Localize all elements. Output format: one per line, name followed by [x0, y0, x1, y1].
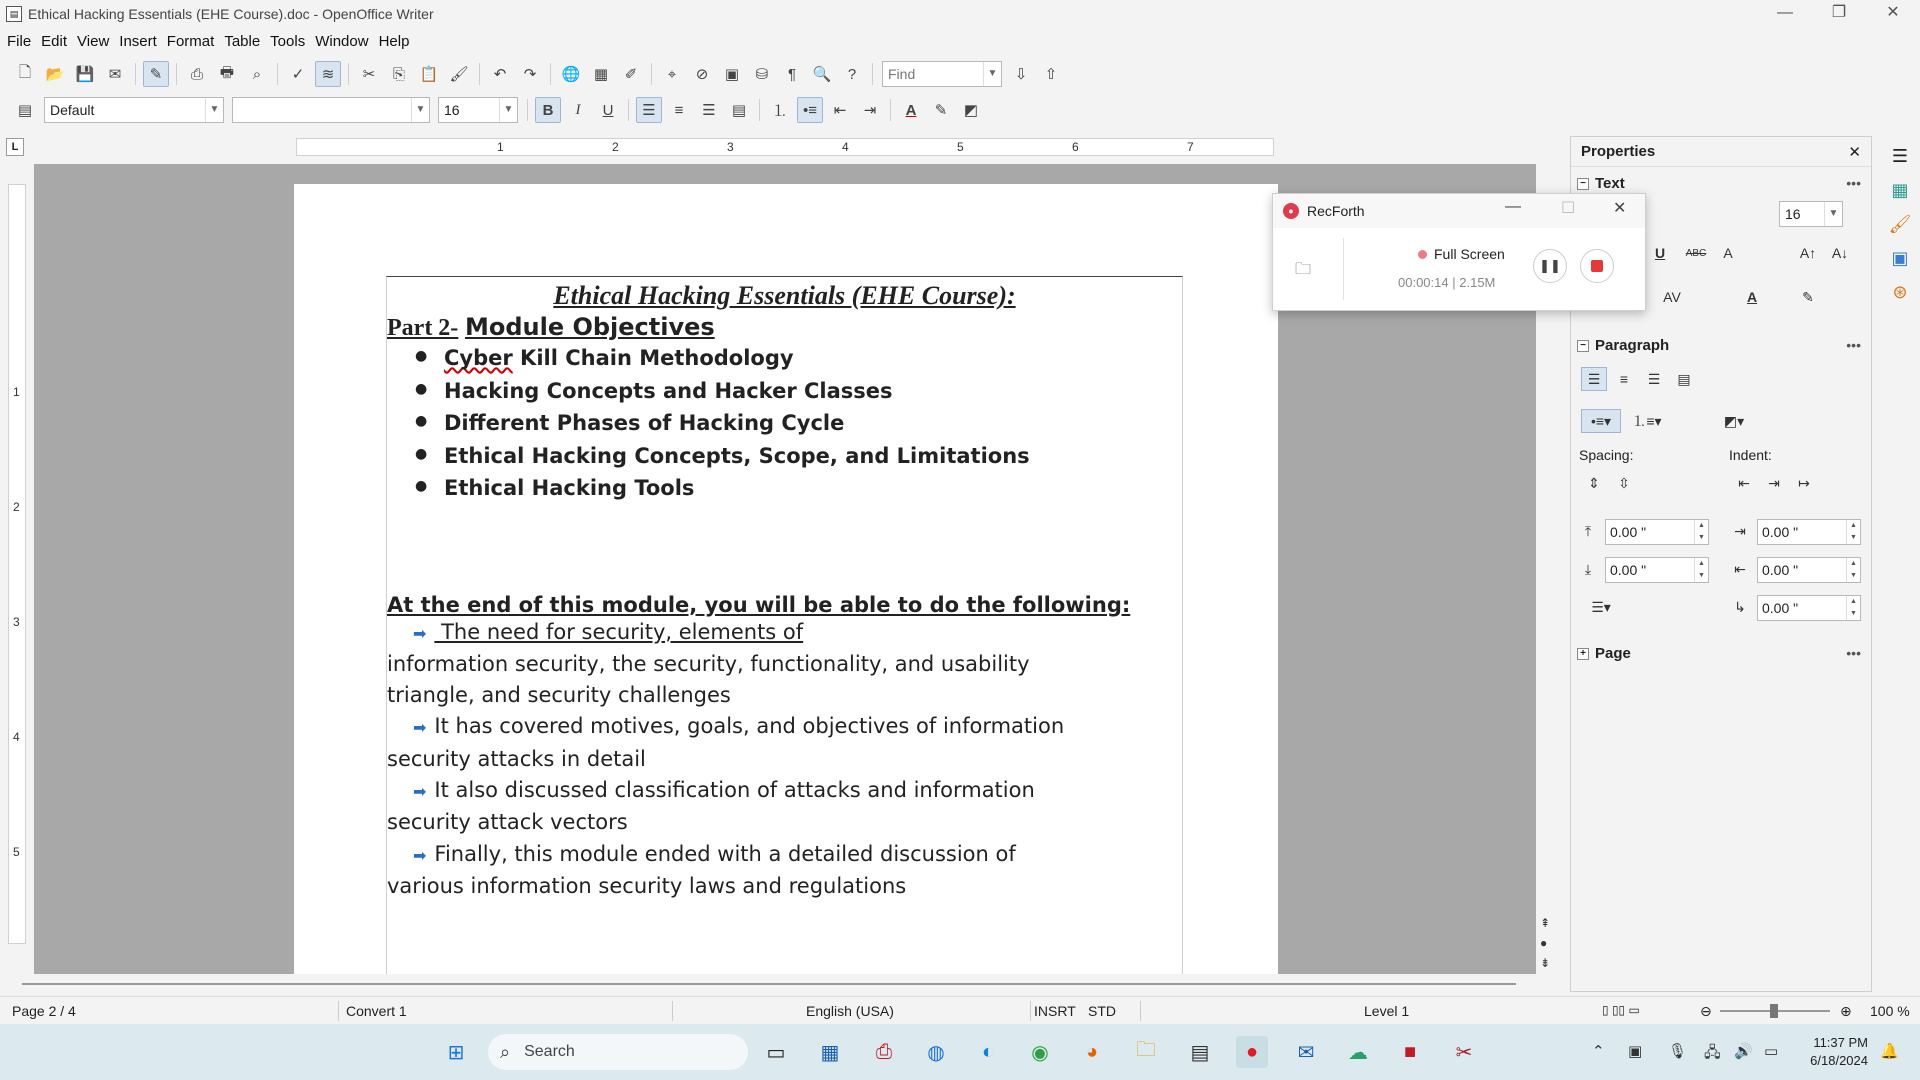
undo-icon[interactable]: ↶ — [493, 66, 507, 83]
sidebar-align-left-icon[interactable]: ☰ — [1581, 367, 1607, 391]
selection-mode-indicator[interactable]: STD — [1088, 1003, 1116, 1019]
horizontal-ruler[interactable] — [296, 138, 1274, 156]
ruler-number: 3 — [13, 615, 20, 629]
stop-button[interactable] — [1580, 249, 1614, 283]
open-icon[interactable]: 📂 — [45, 66, 65, 83]
paragraph-style-combo[interactable] — [44, 97, 224, 123]
indent-after-field[interactable] — [1757, 557, 1861, 583]
outcome-text: triangle, and security challenges — [387, 683, 731, 708]
sidebar-title: Properties — [1581, 143, 1656, 160]
file-explorer-icon[interactable]: 🗀 — [1136, 1039, 1156, 1061]
after-indent-icon: ⇤ — [1734, 560, 1746, 577]
edge-icon[interactable]: ◐ — [981, 1040, 995, 1063]
gallery-deck-icon[interactable]: ▣ — [1891, 247, 1909, 268]
chevron-up-icon[interactable]: ⌃ — [1592, 1043, 1605, 1060]
insert-mode-indicator[interactable]: INSRT — [1034, 1003, 1076, 1019]
maximize-button[interactable]: ❐ — [1831, 4, 1847, 21]
spinner-icon[interactable]: ▲ ▼ — [1694, 520, 1708, 544]
font-name-combo[interactable] — [232, 97, 430, 123]
chevron-down-icon[interactable]: ▼ — [411, 98, 429, 122]
align-center-icon[interactable]: ≡ — [674, 101, 684, 119]
previous-page-icon[interactable]: ⇞ — [1540, 916, 1551, 930]
sidebar-menu-icon[interactable]: ☰ — [1891, 145, 1909, 166]
recorder-close-icon[interactable]: ✕ — [1613, 200, 1627, 217]
search-icon: ⌕ — [500, 1041, 511, 1062]
text-section-title[interactable] — [1577, 175, 1625, 192]
part-title: Module Objectives — [464, 313, 715, 341]
export-pdf-icon[interactable]: ⎙ — [190, 65, 203, 83]
recforth-window — [1272, 193, 1646, 311]
outcome-paragraph[interactable] — [387, 711, 1182, 775]
misspelled-word[interactable]: Cyber — [444, 346, 513, 370]
volume-icon[interactable]: 🔊 — [1734, 1043, 1753, 1060]
find-previous-icon[interactable]: ⇧ — [1044, 66, 1058, 83]
italic-button[interactable]: I — [575, 101, 581, 118]
first-line-indent-field[interactable] — [1757, 595, 1861, 621]
sidebar-highlight-icon[interactable]: ✎ — [1802, 288, 1814, 305]
text-section-label: Text — [1595, 175, 1625, 192]
paste-icon[interactable]: 📋 — [419, 66, 439, 83]
redo-icon[interactable]: ↷ — [523, 66, 537, 83]
outcome-paragraph[interactable] — [387, 839, 1182, 903]
find-next-icon[interactable]: ⇩ — [1014, 66, 1028, 83]
list-item[interactable]: ● Ethical Hacking Tools — [387, 476, 1182, 509]
recorder-maximize-icon[interactable]: ☐ — [1561, 200, 1576, 217]
sidebar-align-center-icon[interactable]: ≡ — [1619, 371, 1629, 387]
spacing-above-field[interactable] — [1605, 519, 1709, 545]
sidebar-deck — [1880, 136, 1920, 992]
recording-size: 2.15M — [1459, 275, 1496, 290]
edit-mode-icon[interactable]: ✎ — [143, 61, 169, 87]
window-title: Ethical Hacking Essentials (EHE Course).doc - OpenOffice Writer — [28, 6, 434, 22]
microphone-icon[interactable]: 🎙 — [1668, 1043, 1688, 1060]
increase-spacing-icon[interactable]: ⇕ — [1588, 474, 1600, 491]
navigator-deck-icon[interactable]: ⊛ — [1892, 281, 1908, 302]
sidebar-font-size-combo[interactable] — [1779, 201, 1843, 227]
spacing-below-value: 0.00 " — [1610, 562, 1647, 578]
text-frame[interactable] — [386, 276, 1183, 974]
help-icon[interactable]: ? — [847, 65, 857, 83]
app-icon[interactable]: ◍ — [927, 1041, 945, 1064]
menu-view[interactable]: View — [77, 32, 110, 50]
indent-before-field[interactable] — [1757, 519, 1861, 545]
ruler-number: 7 — [1187, 140, 1194, 154]
arrow-bullet-icon: ➡ — [413, 718, 427, 738]
save-icon[interactable]: 💾 — [75, 66, 95, 83]
email-icon[interactable]: ✉ — [108, 66, 122, 83]
battery-icon[interactable]: ▭ — [1764, 1043, 1779, 1060]
zoom-in-icon[interactable]: ⊕ — [1840, 1003, 1852, 1019]
outline-level-indicator: Level 1 — [1364, 1003, 1410, 1019]
chrome-icon[interactable]: ◉ — [1031, 1041, 1049, 1064]
zoom-level[interactable]: 100 % — [1870, 1003, 1910, 1019]
chat-icon[interactable]: ☁ — [1348, 1041, 1368, 1064]
sidebar-justify-icon[interactable]: ▤ — [1677, 370, 1691, 387]
document-page[interactable] — [294, 184, 1278, 974]
bold-button[interactable]: B — [535, 97, 561, 123]
font-size-combo[interactable] — [438, 97, 518, 123]
paragraph-style-value: Default — [50, 102, 95, 118]
underline-button[interactable]: U — [602, 101, 614, 119]
ruler-number: 2 — [13, 500, 20, 514]
more-options-icon[interactable]: ••• — [1846, 337, 1861, 353]
expand-icon[interactable]: + — [1577, 648, 1589, 660]
list-item[interactable]: ● Ethical Hacking Concepts, Scope, and Limitations — [387, 444, 1182, 477]
more-options-icon[interactable]: ••• — [1846, 175, 1861, 191]
collapse-icon[interactable]: − — [1577, 340, 1589, 352]
ruler-number: 4 — [842, 140, 849, 154]
increase-font-icon[interactable]: A↑ — [1799, 245, 1817, 261]
styles-formatting-icon[interactable]: ▤ — [17, 102, 33, 119]
sidebar-decrease-indent-icon[interactable]: ⇤ — [1738, 474, 1750, 491]
outcome-text: It also discussed classification of attacks and information — [434, 777, 1035, 802]
bullets-icon[interactable]: •≡ — [797, 97, 823, 123]
clock-time: 11:37 PM — [1813, 1035, 1868, 1050]
title-bar — [0, 0, 1920, 28]
ruler-number: 6 — [1072, 140, 1079, 154]
taskbar — [0, 1024, 1920, 1080]
autospellcheck-icon[interactable]: ≋ — [315, 61, 341, 87]
ruler-number: 4 — [13, 730, 20, 744]
outcome-text: The need for security, elements of — [434, 619, 804, 644]
menu-insert[interactable]: Insert — [119, 32, 157, 50]
zoom-out-icon[interactable]: ⊖ — [1700, 1003, 1712, 1019]
recording-elapsed: 00:00:14 — [1398, 275, 1449, 290]
formatting-toolbar — [0, 92, 1920, 128]
before-indent-icon: ⇥ — [1734, 522, 1746, 539]
part-heading[interactable] — [387, 313, 1182, 342]
part-prefix: Part 2- — [387, 315, 459, 341]
minimize-button[interactable]: — — [1777, 4, 1793, 21]
recforth-titlebar — [1273, 194, 1645, 228]
menu-file[interactable]: File — [7, 32, 32, 50]
document-heading[interactable]: Ethical Hacking Essentials (EHE Course): — [553, 281, 1016, 310]
menu-edit[interactable]: Edit — [41, 32, 68, 50]
sidebar-align-right-icon[interactable]: ☰ — [1647, 370, 1661, 387]
character-spacing-icon[interactable]: AV — [1663, 289, 1681, 305]
outcome-text: various information security laws and regulations — [387, 873, 907, 898]
office-icon[interactable]: ■ — [1403, 1040, 1417, 1063]
arrow-bullet-icon: ➡ — [413, 781, 427, 801]
cut-icon[interactable]: ✂ — [362, 66, 376, 83]
horizontal-ruler-row — [0, 136, 1536, 158]
pause-button[interactable]: ❚❚ — [1533, 249, 1567, 283]
highlight-icon[interactable]: ✎ — [934, 102, 948, 119]
menu-format[interactable]: Format — [166, 32, 215, 50]
paragraph-section-title[interactable] — [1577, 337, 1669, 354]
justify-icon[interactable]: ▤ — [731, 102, 747, 119]
objectives-list — [387, 346, 1182, 509]
sidebar-font-color-icon[interactable]: A — [1746, 289, 1758, 305]
scroll-track[interactable] — [22, 983, 1516, 985]
list-item[interactable]: ● Hacking Concepts and Hacker Classes — [387, 379, 1182, 412]
zoom-slider-thumb[interactable] — [1770, 1004, 1778, 1018]
taskbar-clock[interactable] — [1810, 1034, 1868, 1070]
increase-indent-icon[interactable]: ⇥ — [863, 102, 877, 119]
find-placeholder: Find — [888, 66, 916, 82]
close-button[interactable]: ✕ — [1886, 4, 1900, 21]
first-line-indent-icon: ↳ — [1734, 598, 1746, 615]
spinner-icon[interactable]: ▲ ▼ — [1694, 558, 1708, 582]
snipping-tool-icon[interactable]: ✂ — [1455, 1041, 1473, 1064]
paragraph-background-icon[interactable]: ◩▾ — [1723, 412, 1745, 429]
page-style-indicator[interactable]: Convert 1 — [346, 1003, 407, 1019]
chevron-down-icon[interactable]: ▼ — [1824, 202, 1842, 226]
task-view-icon[interactable]: ▭ — [766, 1041, 786, 1064]
line-spacing-icon[interactable]: ☰▾ — [1591, 598, 1611, 615]
page-indicator[interactable]: Page 2 / 4 — [12, 1003, 76, 1019]
ruler-number: 5 — [957, 140, 964, 154]
page-section-label: Page — [1595, 645, 1631, 662]
navigation-icon[interactable]: ● — [1540, 936, 1548, 950]
clock-date: 6/18/2024 — [1810, 1053, 1868, 1068]
search-placeholder: Search — [524, 1043, 575, 1060]
stop-icon — [1591, 260, 1603, 272]
page-section-title[interactable] — [1577, 645, 1631, 662]
shadow-button[interactable]: A — [1723, 245, 1733, 261]
outcome-heading[interactable]: At the end of this module, you will be able to do the following: — [387, 592, 1131, 617]
indent-label: Indent: — [1729, 447, 1772, 463]
outcome-paragraph[interactable] — [387, 617, 1182, 712]
menu-tools[interactable]: Tools — [270, 32, 306, 50]
draw-functions-icon[interactable]: ✐ — [624, 66, 638, 83]
recording-mode — [1418, 246, 1505, 262]
notification-bell-icon[interactable]: 🔔 — [1880, 1043, 1899, 1060]
next-page-icon[interactable]: ⇟ — [1540, 956, 1551, 970]
outcome-text: information security, the security, functionality, and usability — [387, 651, 1030, 676]
font-size-value: 16 — [444, 102, 460, 118]
chevron-down-icon[interactable]: ▼ — [205, 98, 223, 122]
first-line-indent-value: 0.00 " — [1762, 600, 1799, 616]
language-indicator[interactable]: English (USA) — [806, 1003, 894, 1019]
sidebar-increase-indent-icon[interactable]: ⇥ — [1768, 474, 1780, 491]
data-sources-icon[interactable]: ⛁ — [755, 66, 769, 83]
chevron-down-icon[interactable]: ▼ — [983, 62, 1001, 86]
acrobat-icon[interactable]: ⎙ — [876, 1040, 892, 1063]
view-layout-icons[interactable]: ▯ ▯▯ ▭ — [1602, 1003, 1640, 1017]
calendar-icon[interactable]: ▤ — [1190, 1041, 1210, 1064]
list-item[interactable] — [387, 346, 1182, 379]
recording-indicator-icon — [1418, 250, 1427, 259]
below-spacing-icon: ⤓ — [1584, 560, 1592, 577]
outcome-text: security attack vectors — [387, 810, 628, 835]
list-item[interactable]: ● Different Phases of Hacking Cycle — [387, 411, 1182, 444]
numbering-icon[interactable]: ⒈ — [772, 102, 788, 120]
align-left-icon[interactable]: ☰ — [636, 97, 662, 123]
ruler-number: 1 — [13, 385, 20, 399]
spacing-below-field[interactable] — [1605, 557, 1709, 583]
sidebar-underline-button[interactable]: U — [1654, 245, 1666, 261]
objective-text: Kill Chain Methodology — [520, 346, 794, 370]
collapse-icon[interactable]: − — [1577, 178, 1589, 190]
above-spacing-icon: ⤒ — [1584, 522, 1592, 539]
arrow-bullet-icon: ➡ — [413, 623, 427, 643]
menu-help[interactable]: Help — [378, 32, 410, 50]
formatting-marks-icon[interactable]: ¶ — [787, 65, 797, 83]
open-folder-icon[interactable]: 🗀 — [1295, 261, 1312, 278]
paragraph-section-label: Paragraph — [1595, 337, 1670, 354]
outcome-paragraph[interactable] — [387, 775, 1182, 839]
writer-app-icon: ▤ — [6, 6, 22, 22]
status-bar — [0, 996, 1920, 1024]
table-icon[interactable]: ▦ — [593, 66, 609, 83]
new-document-icon[interactable]: 🗋 — [18, 63, 32, 81]
recforth-logo-icon: ● — [1283, 203, 1299, 219]
background-color-icon[interactable]: ◩ — [963, 102, 979, 119]
decrease-spacing-icon[interactable]: ⇳ — [1618, 474, 1630, 491]
styles-deck-icon[interactable]: 🖌 — [1888, 213, 1912, 234]
sidebar-bullets-icon[interactable]: •≡▾ — [1581, 409, 1621, 433]
recforth-title: RecForth — [1307, 203, 1365, 219]
sidebar-numbering-icon[interactable]: ⒈≡▾ — [1632, 413, 1662, 429]
sidebar-font-size-value: 16 — [1785, 206, 1801, 222]
vertical-ruler[interactable] — [8, 184, 26, 944]
chevron-down-icon[interactable]: ▼ — [499, 98, 517, 122]
print-icon[interactable]: 🖶 — [219, 63, 235, 81]
start-icon[interactable]: ⊞ — [447, 1041, 465, 1064]
menu-table[interactable]: Table — [224, 32, 261, 50]
spacing-label: Spacing: — [1579, 447, 1634, 463]
recforth-taskbar-icon[interactable]: ● — [1236, 1036, 1268, 1068]
menu-bar — [0, 28, 1920, 54]
tab-stop-selector[interactable]: L — [6, 138, 24, 156]
standard-toolbar — [0, 56, 1920, 92]
ruler-number: 3 — [727, 140, 734, 154]
page-preview-icon[interactable]: ⌕ — [252, 65, 262, 83]
align-right-icon[interactable]: ☰ — [702, 102, 716, 119]
clone-format-icon[interactable]: 🖌 — [449, 66, 469, 83]
indent-before-value: 0.00 " — [1762, 524, 1799, 540]
taskbar-search[interactable] — [488, 1034, 748, 1070]
horizontal-scrollbar[interactable] — [0, 974, 1556, 994]
firefox-icon[interactable]: ◕ — [1085, 1040, 1099, 1063]
gallery-icon[interactable]: ▣ — [724, 66, 740, 83]
outlook-icon[interactable]: ✉ — [1297, 1041, 1315, 1064]
properties-deck-icon[interactable]: ▦ — [1891, 179, 1909, 200]
spinner-icon[interactable]: ▲ ▼ — [1846, 558, 1860, 582]
font-color-icon[interactable]: A — [905, 101, 917, 119]
copy-icon[interactable]: ⎘ — [392, 65, 405, 83]
outcome-text: It has covered motives, goals, and objectives of information — [434, 714, 1065, 739]
strikethrough-button[interactable]: ABC — [1685, 247, 1707, 259]
tray-app-icon[interactable]: ▣ — [1628, 1043, 1643, 1060]
spacing-above-value: 0.00 " — [1610, 524, 1647, 540]
ruler-number: 2 — [612, 140, 619, 154]
ruler-number: 1 — [497, 140, 504, 154]
navigator-icon[interactable]: ⊘ — [695, 66, 709, 83]
network-icon[interactable]: 🖧 — [1704, 1044, 1721, 1061]
recording-stats: 00:00:14 | 2.15M — [1398, 275, 1496, 290]
ruler-number: 5 — [13, 845, 20, 859]
spellcheck-icon[interactable]: ✓ — [291, 66, 305, 83]
hyperlink-icon[interactable]: 🌐 — [561, 66, 581, 83]
outcome-text: Finally, this module ended with a detailed discussion of — [434, 841, 1016, 866]
menu-window[interactable]: Window — [315, 32, 369, 50]
sidebar-header — [1571, 137, 1871, 167]
hanging-indent-icon[interactable]: ↦ — [1798, 474, 1810, 491]
outcome-text: security attacks in detail — [387, 746, 646, 771]
decrease-indent-icon[interactable]: ⇤ — [833, 102, 847, 119]
arrow-bullet-icon: ➡ — [413, 845, 427, 865]
zoom-icon[interactable]: 🔍 — [812, 66, 832, 83]
recording-mode-label: Full Screen — [1434, 246, 1505, 262]
find-input[interactable] — [882, 61, 1002, 87]
spinner-icon[interactable]: ▲ ▼ — [1846, 520, 1860, 544]
recorder-minimize-icon[interactable]: — — [1505, 198, 1521, 215]
indent-after-value: 0.00 " — [1762, 562, 1799, 578]
store-icon[interactable]: ▦ — [820, 1041, 840, 1064]
find-replace-icon[interactable]: ⌖ — [667, 65, 677, 83]
close-sidebar-icon[interactable]: ✕ — [1848, 143, 1861, 161]
decrease-font-icon[interactable]: A↓ — [1831, 245, 1849, 261]
spinner-icon[interactable]: ▲ ▼ — [1846, 596, 1860, 620]
more-options-icon[interactable]: ••• — [1846, 645, 1861, 661]
